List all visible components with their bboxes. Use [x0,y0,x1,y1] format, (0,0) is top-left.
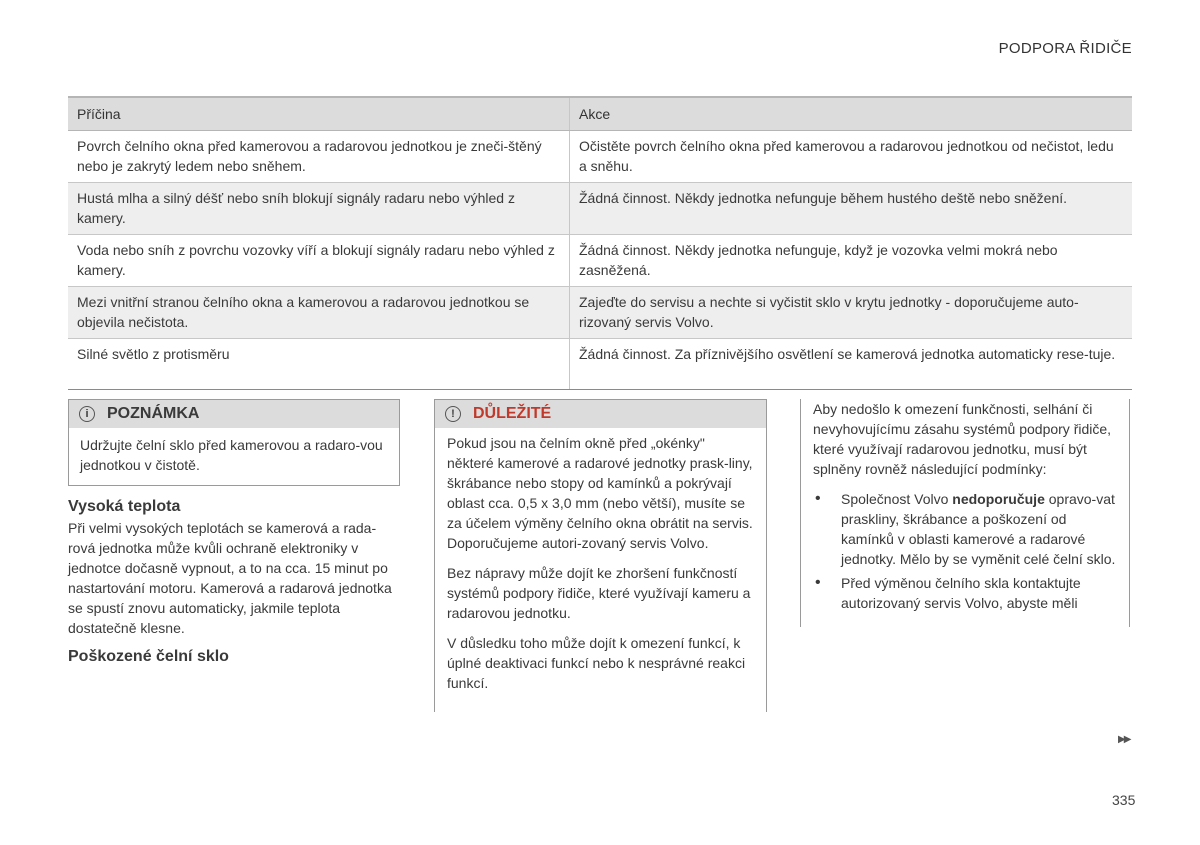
note-text: Udržujte čelní sklo před kamerovou a radaro-vou jednotkou v čistotě. [80,437,383,473]
table-row [68,287,1132,339]
important-paragraph: Bez nápravy může dojít ke zhoršení funkčností systémů podpory řidiče, které využívají kameru a radarovou jednotku. [447,565,751,621]
table-row [68,131,1132,183]
important-title: DŮLEŽITÉ [473,405,552,422]
action-cell: Žádná činnost. Někdy jednotka nefunguje během hustého deště nebo sněžení. [570,183,1133,235]
warning-icon: ! [445,406,461,422]
list-item [813,489,1117,569]
cause-cell: Voda nebo sníh z povrchu vozovky víří a blokují signály radaru nebo výhled z kamery. [68,235,570,287]
action-cell: Žádná činnost. Někdy jednotka nefunguje, když je vozovka velmi mokrá nebo zasněžená. [570,235,1133,287]
action-cell: Žádná činnost. Za příznivějšího osvětlení se kamerová jednotka automaticky rese-tuje. [570,339,1133,390]
note-header [69,400,399,428]
action-cell: Zajeďte do servisu a nechte si vyčistit sklo v krytu jednotky - doporučujeme auto-rizovaný servis Volvo. [570,287,1133,339]
cause-cell: Povrch čelního okna před kamerovou a radarovou jednotkou je zneči-štěný nebo je zakrytý ledem nebo sněhem. [68,131,570,183]
note-box [68,399,400,486]
conditions-intro: Aby nedošlo k omezení funkčnosti, selhání či nevyhovujícímu zásahu systémů podpory řidiče, které využívají radarovou jednotku, musí být splněny rovněž následující podmínky: [813,401,1112,477]
bullet-text: opravo-vat praskliny, škrábance a poškození od kamínků v oblasti kamerové a radarové jednotky. Mělo by se vyměnit celé čelní sklo. [841,491,1116,567]
table-header-row [68,97,1132,131]
note-title: POZNÁMKA [107,405,200,422]
table-row [68,183,1132,235]
page-number: 335 [1112,792,1136,808]
cause-action-table [68,96,1132,390]
table-row [68,339,1132,390]
high-temperature-text: Při velmi vysokých teplotách se kamerová a rada-rová jednotka může kvůli ochraně elektroniky v jednotce dočasně vypnout, a to na cca. 15 minut po nastartování motoru. Kamerová a radarová jednotka se spustí znovu automaticky, jakmile teplota dostatečně klesne. [68,520,392,636]
bullet-text: Před výměnou čelního skla kontaktujte autorizovaný servis Volvo, abyste měli [841,575,1081,611]
cause-cell: Mezi vnitřní stranou čelního okna a kamerovou a radarovou jednotkou se objevila nečistota. [68,287,570,339]
important-header [435,400,766,428]
cause-cell: Hustá mlha a silný déšť nebo sníh blokují signály radaru nebo výhled z kamery. [68,183,570,235]
conditions-list [813,489,1117,613]
high-temperature-heading: Vysoká teplota [68,498,181,515]
table-row [68,235,1132,287]
continue-arrow-icon: ▶▶ [1118,734,1130,745]
damaged-windshield-heading: Poškozené čelní sklo [68,648,229,665]
important-body [435,428,766,693]
important-box [434,399,767,712]
cause-cell: Silné světlo z protisměru [68,339,570,390]
important-paragraph: Pokud jsou na čelním okně před „okénky" některé kamerové a radarové jednotky prask-liny, škrábance nebo stopy od kamínků a pokrývají oblast cca. 0,5 x 3,0 mm (nebo větší), musíte se za účelem výměny čelního okna obrátit na servis. Doporučujeme autori-zovaný servis Volvo. [447,435,753,551]
action-cell: Očistěte povrch čelního okna před kamerovou a radarovou jednotkou od nečistot, ledu a sněhu. [570,131,1133,183]
column-header-action: Akce [570,97,1133,131]
section-title: PODPORA ŘIDIČE [998,40,1132,57]
bullet-emphasis: nedoporučuje [952,491,1045,507]
conditions-column [800,399,1130,627]
bullet-text: Společnost Volvo [841,491,953,507]
important-paragraph: V důsledku toho může dojít k omezení funkcí, k úplné deaktivaci funkcí nebo k nesprávné reakci funkcí. [447,635,746,691]
list-item [813,573,1117,613]
info-icon: i [79,406,95,422]
column-header-cause: Příčina [68,97,570,131]
